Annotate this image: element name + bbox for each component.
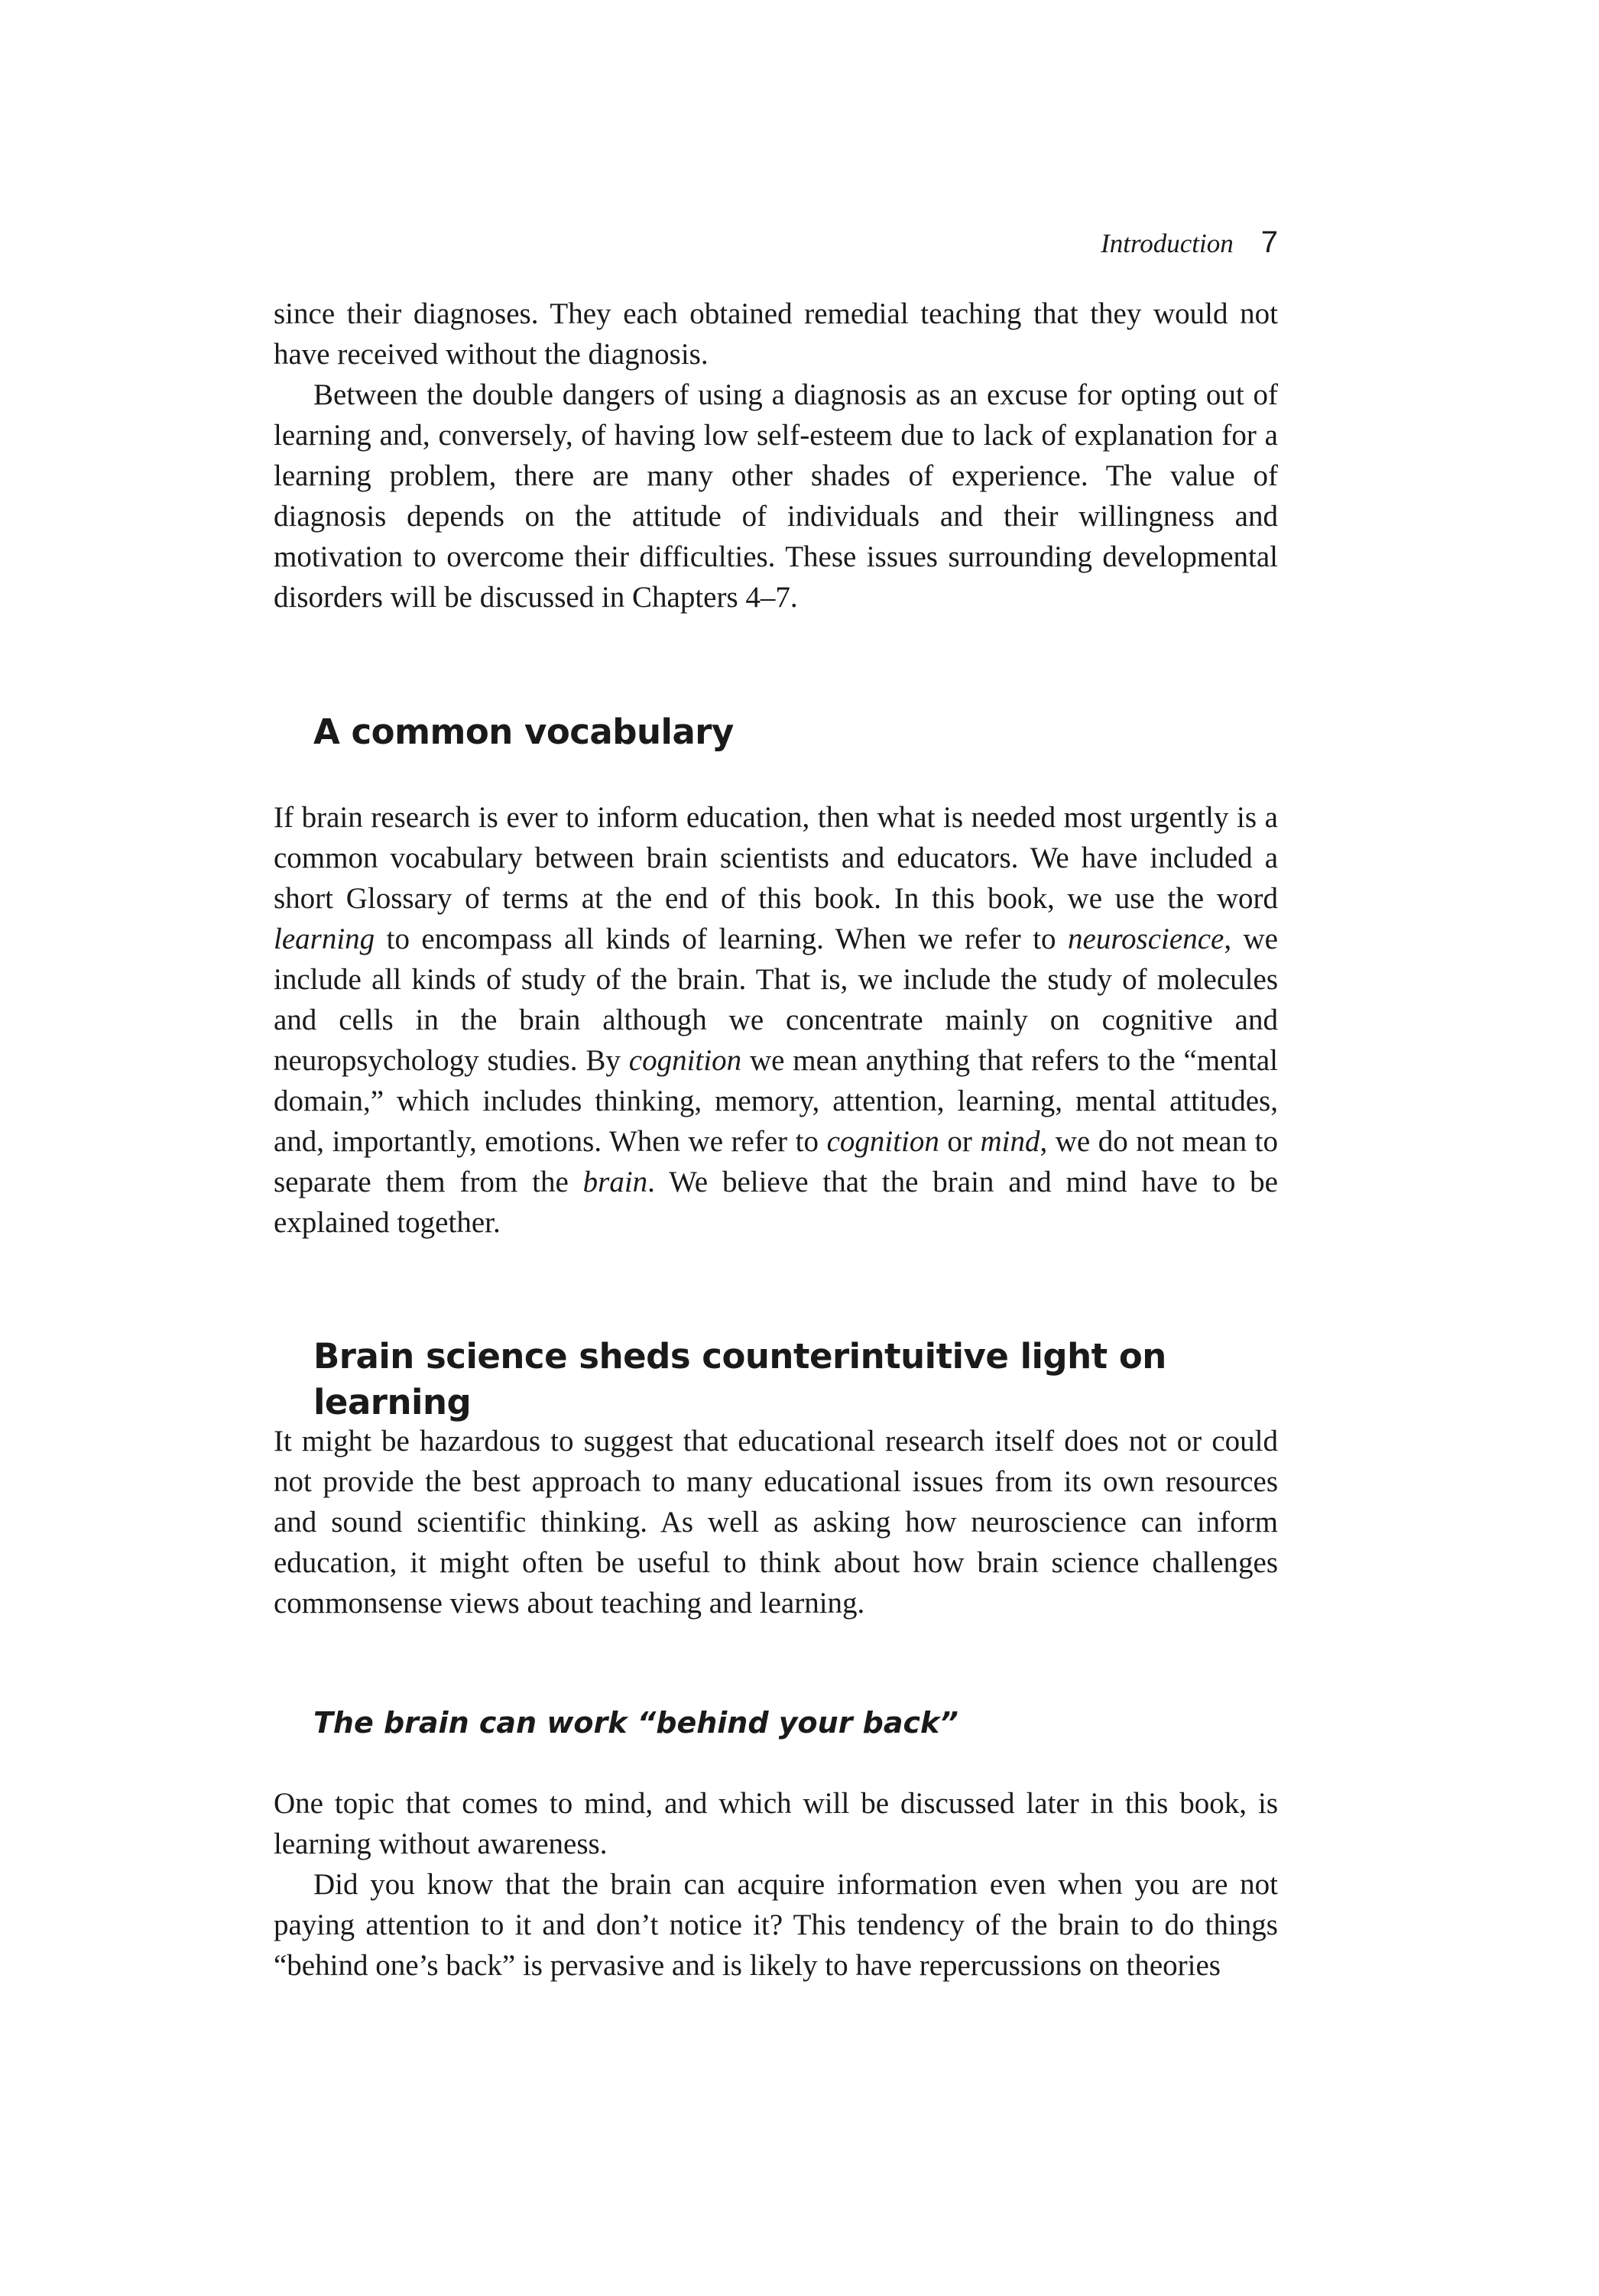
vocab-text-7: . We believe that the brain and mind have to be explained together. xyxy=(274,1166,1278,1239)
section-heading-brain-science: Brain science sheds counterintuitive light on learning xyxy=(313,1336,1166,1422)
term-learning: learning xyxy=(274,923,375,955)
term-cognition: cognition xyxy=(628,1044,742,1077)
intro-paragraph-2: Between the double dangers of using a diagnosis as an excuse for opting out of learning and, conversely, of having low self-esteem due to lack of explanation for a learning problem, there are many other shades of experience. The value of diagnosis depends on the attitude of individuals and their willingness and motivation to overcome their difficulties. These issues surrounding developmental disorders will be discussed in Chapters 4–7. xyxy=(274,378,1278,614)
subsection-behind-back-heading-block xyxy=(274,1703,1278,1743)
page-number: 7 xyxy=(1260,225,1278,259)
intro-paragraph-1: since their diagnoses. They each obtained remedial teaching that they would not have received without the diagnosis. xyxy=(274,297,1278,371)
term-neuroscience: neuroscience xyxy=(1068,923,1224,955)
vocab-text-4: we mean anything that refers to the “mental domain,” which includes thinking, memory, attention, learning, mental attitudes, and, importantly, emotions. When we refer to xyxy=(274,1044,1278,1158)
section-brain-science-body xyxy=(274,1421,1278,1623)
intro-block xyxy=(274,293,1278,618)
behind-back-paragraph-2: Did you know that the brain can acquire information even when you are not paying attention to it and don’t notice it? This tendency of the brain to do things “behind one’s back” is pervasive and is likely to have repercussions on theories xyxy=(274,1868,1278,1982)
running-head-title: Introduction xyxy=(1101,229,1234,258)
section-heading-vocabulary: A common vocabulary xyxy=(313,712,734,752)
section-brain-science-heading-block xyxy=(274,1334,1278,1425)
behind-back-paragraph-1: One topic that comes to mind, and which will be discussed later in this book, is learning without awareness. xyxy=(274,1787,1278,1860)
vocabulary-paragraph xyxy=(274,797,1278,1243)
term-brain: brain xyxy=(582,1166,648,1198)
term-cognition-2: cognition xyxy=(826,1125,939,1158)
subsection-behind-back-body xyxy=(274,1783,1278,1986)
running-head xyxy=(1101,223,1278,263)
term-mind: mind xyxy=(980,1125,1040,1158)
section-vocabulary-body xyxy=(274,797,1278,1243)
vocab-text-3: , we include all kinds of study of the brain. That is, we include the study of molecules and cells in the brain although we concentrate mainly on cognitive and neuropsychology studies. By xyxy=(274,923,1278,1077)
vocab-text-5: or xyxy=(939,1125,981,1158)
vocab-text-2: to encompass all kinds of learning. When we refer to xyxy=(375,923,1069,955)
vocab-text-1: If brain research is ever to inform education, then what is needed most urgently is a common vocabulary between brain scientists and educators. We have included a short Glossary of terms at the end of this book. In this book, we use the word xyxy=(274,801,1278,915)
section-vocabulary-heading-block xyxy=(274,709,1278,755)
brain-science-paragraph: It might be hazardous to suggest that educational research itself does not or could not provide the best approach to many educational issues from its own resources and sound scientific thinking. As well as asking how neuroscience can inform education, it might often be useful to think about how brain science challenges commonsense views about teaching and learning. xyxy=(274,1425,1278,1620)
vocab-text-6: , we do not mean to separate them from the xyxy=(274,1125,1278,1198)
subsection-heading-behind-back: The brain can work “behind your back” xyxy=(313,1706,958,1740)
